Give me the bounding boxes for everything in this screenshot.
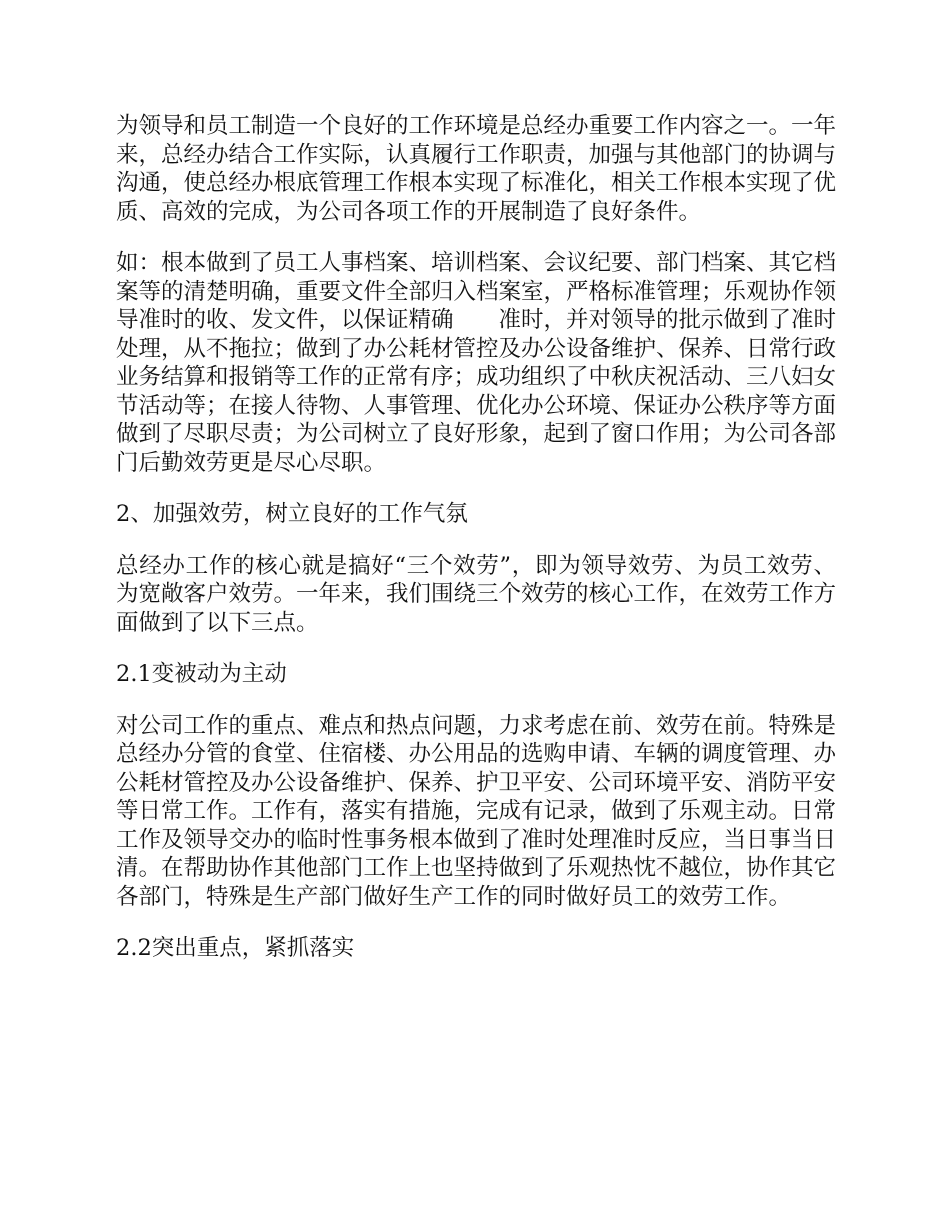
paragraph-key-issues: 对公司工作的重点、难点和热点问题，力求考虑在前、效劳在前。特殊是总经办分管的食堂、住宿楼、办公用品的选购申请、车辆的调度管理、办公耗材管控及办公设备维护、保养、护卫平安、公司环境平安、消防平安等日常工作。工作有，落实有措施，完成有记录，做到了乐观主动。日常工作及领导交办的临时性事务根本做到了准时处理准时反应，当日事当日清。在帮助协作其他部门工作上也坚持做到了乐观热忱不越位，协作其它各部门，特殊是生产部门做好生产工作的同时做好员工的效劳工作。 [116,712,837,910]
subsection-heading-passive-to-active: 2.1变被动为主动 [116,661,287,687]
paragraph-achievements: 如：根本做到了员工人事档案、培训档案、会议纪要、部门档案、其它档案等的清楚明确，重要文件全部归入档案室，严格标准管理；乐观协作领导准时的收、发文件，以保证精确 准时，并对领导的批示做到了准时处理，从不拖拉；做到了办公耗材管控及办公设备维护、保养、日常行政业务结算和报销等工作的正常有序；成功组织了中秋庆祝活动、三八妇女节活动等；在接人待物、人事管理、优化办公环境、保证办公秩序等方面做到了尽职尽责；为公司树立了良好形象，起到了窗口作用；为公司各部门后勤效劳更是尽心尽职。 [116,250,837,476]
document-body [116,112,836,986]
paragraph-three-services: 总经办工作的核心就是搞好“三个效劳”，即为领导效劳、为员工效劳、为宽敞客户效劳。一年来，我们围绕三个效劳的核心工作，在效劳工作方面做到了以下三点。 [116,552,837,636]
subsection-heading-highlight-focus: 2.2突出重点，紧抓落实 [116,935,355,961]
section-heading-strengthen-service: 2、加强效劳，树立良好的工作气氛 [116,501,468,527]
paragraph-work-environment: 为领导和员工制造一个良好的工作环境是总经办重要工作内容之一。一年来，总经办结合工作实际，认真履行工作职责，加强与其他部门的协调与沟通，使总经办根底管理工作根本实现了标准化，相关工作根本实现了优质、高效的完成，为公司各项工作的开展制造了良好条件。 [116,113,837,225]
